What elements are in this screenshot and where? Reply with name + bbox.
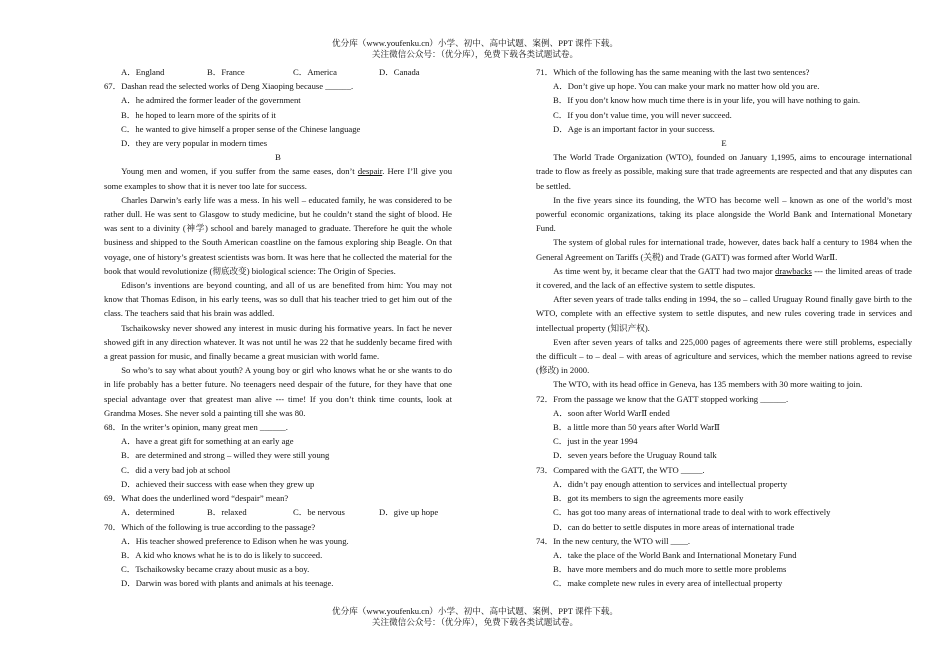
option: B．If you don’t know how much time there is in your life, you will have nothing to gain. xyxy=(553,95,861,106)
option: B．relaxed xyxy=(207,507,247,518)
option: B．France xyxy=(207,67,245,77)
option: B．he hoped to learn more of the spirits of it xyxy=(121,109,276,120)
option: C．If you don’t value time, you will never succeed. xyxy=(553,109,732,120)
passage-e-paragraph-2: In the five years since its founding, the WTO has become well – known as one of the world’s most powerful economic organizations, taking its place alongside the World Bank and International Monetary Fund. xyxy=(536,194,912,234)
option: D．give up hope xyxy=(379,507,439,518)
option: A．have a great gift for something at an early age xyxy=(121,436,294,447)
footer-line-2: 关注微信公众号：（优分库），免费下载各类试题试卷。 xyxy=(371,617,579,627)
section-heading-e: E xyxy=(721,138,727,149)
question-68: 68．In the writer’s opinion, many great men ______. xyxy=(104,422,288,433)
option: C．did a very bad job at school xyxy=(121,464,231,475)
passage-b-paragraph-1: Young men and women, if you suffer from the same eases, don’t despair. Here I’ll give you some examples to show that it is never too late for success. xyxy=(104,166,452,191)
passage-e-paragraph-7: The WTO, with its head office in Geneva, has 135 members with 30 more waiting to join. xyxy=(553,379,863,390)
option: C．has got too many areas of international trade to deal with to work effectively xyxy=(553,507,831,518)
passage-e-paragraph-5: After seven years of trade talks ending in 1994, the so – called Uruguay Round finally gave birth to the WTO, complete with an effective system to settle disputes, and new rules covering trade in services and intellectual property (知识产权). xyxy=(536,294,912,333)
passage-b-paragraph-5: So who’s to say what about youth? A young boy or girl who knows what he or she wants to do in life probably has a better future. No teenagers need despair of the future, for they have that one special advantage over that greatest man alive --- time! If you don’t think time counts, look at Grandma Moses. She never sold a painting till she was 80. xyxy=(104,365,452,418)
question-71: 71．Which of the following has the same meaning with the last two sentences? xyxy=(536,67,810,77)
option: A．determined xyxy=(121,507,175,518)
question-74: 74．In the new century, the WTO will ____. xyxy=(536,535,691,546)
option: A．soon after World WarⅡ ended xyxy=(553,407,670,418)
passage-b-paragraph-4: Tschaikowsky never showed any interest in music during his formative years. In fact he never showed gift in any direction whatever. It was not until he was 22 that he suddenly became fired with a great passion for music, and finally became a great musician with world fame. xyxy=(104,322,452,362)
option: B．are determined and strong – willed they were still young xyxy=(121,450,330,461)
option: C．America xyxy=(293,67,337,77)
q66-options xyxy=(104,65,452,79)
option: C．he wanted to give himself a proper sense of the Chinese language xyxy=(121,123,361,134)
passage-e-paragraph-1: The World Trade Organization (WTO), founded on January 1,1995, aims to encourage international trade to flow as freely as possible, making sure that trade agreements are respected and that any disputes can be settled. xyxy=(536,152,912,191)
option: C．Tschaikowsky became crazy about music as a boy. xyxy=(121,564,310,575)
option: A．Don’t give up hope. You can make your mark no matter how old you are. xyxy=(553,81,820,92)
option: C．make complete new rules in every area of intellectual property xyxy=(553,578,783,589)
option: B．a little more than 50 years after World WarⅡ xyxy=(553,422,720,433)
option: C．be nervous xyxy=(293,507,345,518)
passage-e-paragraph-4: As time went by, it became clear that the GATT had two major drawbacks --- the limited areas of trade it covered, and the lack of an effective system to settle disputes. xyxy=(536,265,912,291)
option: A．take the place of the World Bank and International Monetary Fund xyxy=(553,549,797,560)
option: D．Canada xyxy=(379,67,420,77)
underlined-word-drawbacks: drawbacks xyxy=(775,265,812,276)
option: A．he admired the former leader of the government xyxy=(121,95,301,106)
option: A．England xyxy=(121,67,165,77)
question-69: 69．What does the underlined word “despair” mean? xyxy=(104,493,289,504)
option: B．A kid who knows what he is to do is likely to succeed. xyxy=(121,549,323,560)
option: C．just in the year 1994 xyxy=(553,436,638,447)
option: A．didn’t pay enough attention to services and intellectual property xyxy=(553,478,788,489)
page-header xyxy=(0,38,950,60)
passage-b-paragraph-2: Charles Darwin’s early life was a mess. In his well – educated family, he was considered to be rather dull. He was sent to Glasgow to study medicine, but he couldn’t stand the sight of blood. He was sent to a divinity (神学) school and barely managed to graduate. Therefore he quit the whole business and shipped to the South American coastline on the famous exploring ship Beagle. On that voyage, one of history’s greatest scientists was born. It was here that he collected the material for the book that would revolutionize (彻底改变) biological science: The Origin of Species. xyxy=(104,194,452,276)
section-heading-b: B xyxy=(275,152,281,163)
option: D．can do better to settle disputes in more areas of international trade xyxy=(553,521,795,532)
right-column xyxy=(536,65,912,591)
option: D．they are very popular in modern times xyxy=(121,138,268,149)
q69-options xyxy=(104,505,452,519)
footer-line-1: 优分库（www.youfenku.cn）小学、初中、高中试题、案例、PPT 课件下载。 xyxy=(332,606,618,616)
left-column xyxy=(104,65,452,591)
header-line-1: 优分库（www.youfenku.cn）小学、初中、高中试题、案例、PPT 课件下载。 xyxy=(332,38,618,48)
option: D．Age is an important factor in your success. xyxy=(553,123,715,134)
question-72: 72．From the passage we know that the GATT stopped working ______. xyxy=(536,393,789,404)
passage-e-paragraph-6: Even after seven years of talks and 225,000 pages of agreements there were still problems, especially the difficult – to – deal – with areas of agriculture and services, which the member nations agreed to revise (修改) in 2000. xyxy=(536,336,912,376)
passage-e-paragraph-3: The system of global rules for international trade, however, dates back half a century to 1984 when the General Agreement on Tariffs (关税) and Trade (GATT) was formed after World WarⅡ. xyxy=(536,237,912,262)
underlined-word-despair: despair xyxy=(357,166,383,177)
question-73: 73．Compared with the GATT, the WTO _____. xyxy=(536,464,705,475)
option: B．got its members to sign the agreements more easily xyxy=(553,493,744,504)
option: D．seven years before the Uruguay Round talk xyxy=(553,450,717,461)
option: D．Darwin was bored with plants and animals at his teenage. xyxy=(121,578,334,589)
header-line-2: 关注微信公众号：（优分库），免费下载各类试题试卷。 xyxy=(371,49,579,59)
question-67: 67．Dashan read the selected works of Deng Xiaoping because ______. xyxy=(104,81,354,92)
option: A．His teacher showed preference to Edison when he was young. xyxy=(121,535,349,546)
option: B．have more members and do much more to settle more problems xyxy=(553,564,787,575)
question-70: 70．Which of the following is true according to the passage? xyxy=(104,521,316,532)
page-footer xyxy=(0,606,950,628)
option: D．achieved their success with ease when they grew up xyxy=(121,478,315,489)
passage-b-paragraph-3: Edison’s inventions are beyond counting, and all of us are benefited from him: You may not know that Thomas Edison, in his early teens, was so dull that his teacher tried to get him out of the class. The teachers said that his brain was addled. xyxy=(104,280,452,319)
